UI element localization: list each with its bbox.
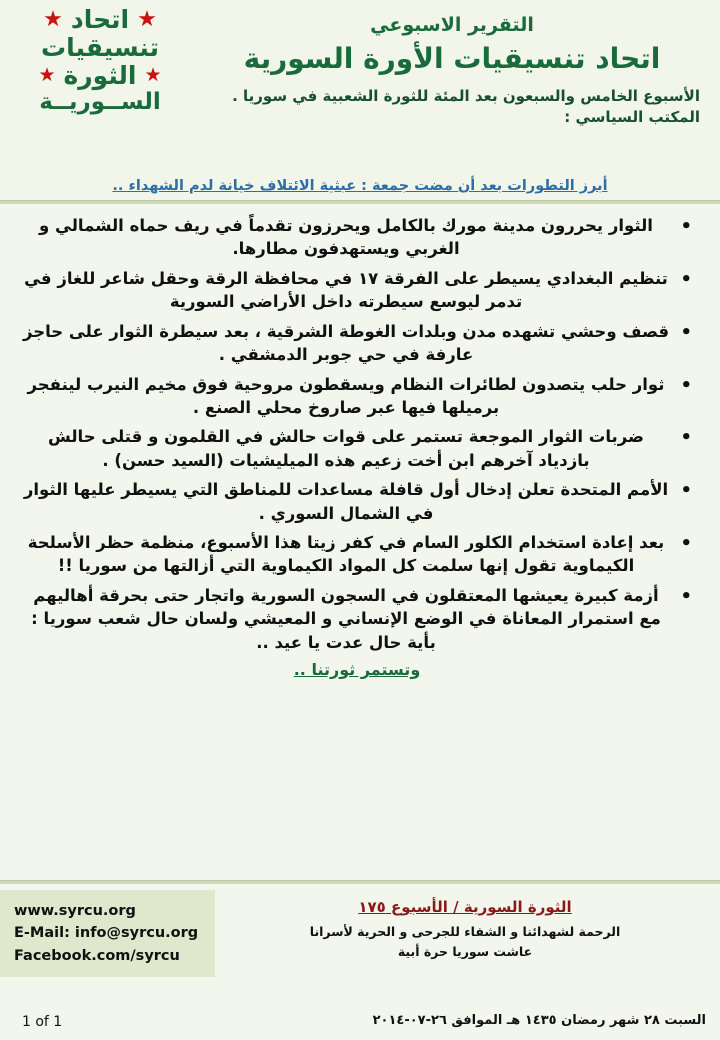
website-link[interactable]: www.syrcu.org <box>14 903 136 919</box>
logo-text-souriya: الســوريــة <box>39 89 161 115</box>
footer-title: الثورة السورية / الأسبوع ١٧٥ <box>358 898 572 916</box>
list-item: • تنظيم البغدادي يسيطر على الفرقة ١٧ في محافظة الرقة وحقل شاعر للغاز في تدمر ليوسع سيطرته داخل الأراضي السورية <box>20 267 694 314</box>
footer-center <box>240 898 690 962</box>
section-heading: أبرز التطورات بعد أن مضت جمعة : عبثية الائتلاف خيانة لدم الشهداء .. <box>112 178 608 194</box>
subtitle-office: المكتب السياسي : <box>564 108 700 127</box>
document-body <box>0 204 720 864</box>
logo-line-2 <box>10 34 190 61</box>
logo-line-3 <box>10 62 190 89</box>
star-icon: ★ <box>137 6 157 32</box>
document-footer <box>0 880 720 1040</box>
document-header <box>0 0 720 200</box>
bullet-list <box>20 214 694 654</box>
list-item: • قصف وحشي تشهده مدن وبلدات الغوطة الشرقية ، بعد سيطرة الثوار على حاجز عارفة في حي جوبر الدمشقي . <box>20 320 694 367</box>
footer-motto-line-2: عاشت سوريا حرة أبية <box>397 944 533 959</box>
star-icon: ★ <box>144 64 162 86</box>
title-block <box>200 14 704 129</box>
page-number: 1 of 1 <box>22 1014 63 1030</box>
list-item: • أزمة كبيرة يعيشها المعتقلون في السجون السورية واتجار حتى بحرقة أهاليهم مع استمرار المعاناة في الوضع الإنساني و المعيشي ولسان حال شعب سوريا : بأية حال عدت يا عيد .. <box>20 584 694 654</box>
logo-text-thawra: الثورة <box>63 61 137 90</box>
subtitle-wrap <box>200 86 704 130</box>
email-link[interactable]: E-Mail: info@syrcu.org <box>14 925 199 942</box>
logo-line-1 <box>10 6 190 33</box>
closing-slogan: وتستمر ثورتنا .. <box>293 660 421 680</box>
footer-date: السبت ٢٨ شهر رمضان ١٤٣٥ هـ الموافق ٢٦-٠٧-٢٠١٤ <box>372 1013 706 1028</box>
list-item: • ضربات الثوار الموجعة تستمر على قوات حالش في القلمون و قتلى حالش بازدياد آخرهم ابن أخت زعيم هذه الميليشيات (السيد حسن) . <box>20 425 694 472</box>
subtitle-week: الأسبوع الخامس والسبعون بعد المئة للثورة الشعبية في سوريا . <box>232 86 700 105</box>
page-title: اتحاد تنسيقيات الأورة السورية <box>243 42 661 75</box>
footer-divider <box>0 880 720 884</box>
logo-text-tansiqiyat: تنسيقيات <box>41 33 159 62</box>
list-item: • ثوار حلب يتصدون لطائرات النظام ويسقطون مروحية فوق مخيم النيرب لينفجر برميلها فيها عبر صاروخ محلي الصنع . <box>20 373 694 420</box>
logo-text-ittihad: اتحاد <box>70 5 130 34</box>
organization-logo <box>10 6 190 116</box>
list-item: • الأمم المتحدة تعلن إدخال أول قافلة مساعدات للمناطق التي يسيطر عليها الثوار في الشمال السوري . <box>20 478 694 525</box>
facebook-link[interactable]: Facebook.com/syrcu <box>14 947 180 964</box>
star-icon: ★ <box>43 6 63 32</box>
contact-box <box>0 890 215 977</box>
footer-motto-line-1: الرحمة لشهدائنا و الشفاء للجرحى و الحرية لأسرانا <box>309 924 621 939</box>
logo-line-4 <box>10 90 190 115</box>
list-item: • الثوار يحررون مدينة مورك بالكامل ويحرزون تقدماً في ريف حماه الشمالي و الغربي ويستهدفون مطارها. <box>20 214 694 261</box>
star-icon: ★ <box>38 64 56 86</box>
list-item: • بعد إعادة استخدام الكلور السام في كفر زيتا هذا الأسبوع، منظمة حظر الأسلحة الكيماوية تقول إنها سلمت كل المواد الكيماوية التي أزالتها من سوريا !! <box>20 531 694 578</box>
report-kicker: التقرير الاسبوعي <box>370 14 534 36</box>
